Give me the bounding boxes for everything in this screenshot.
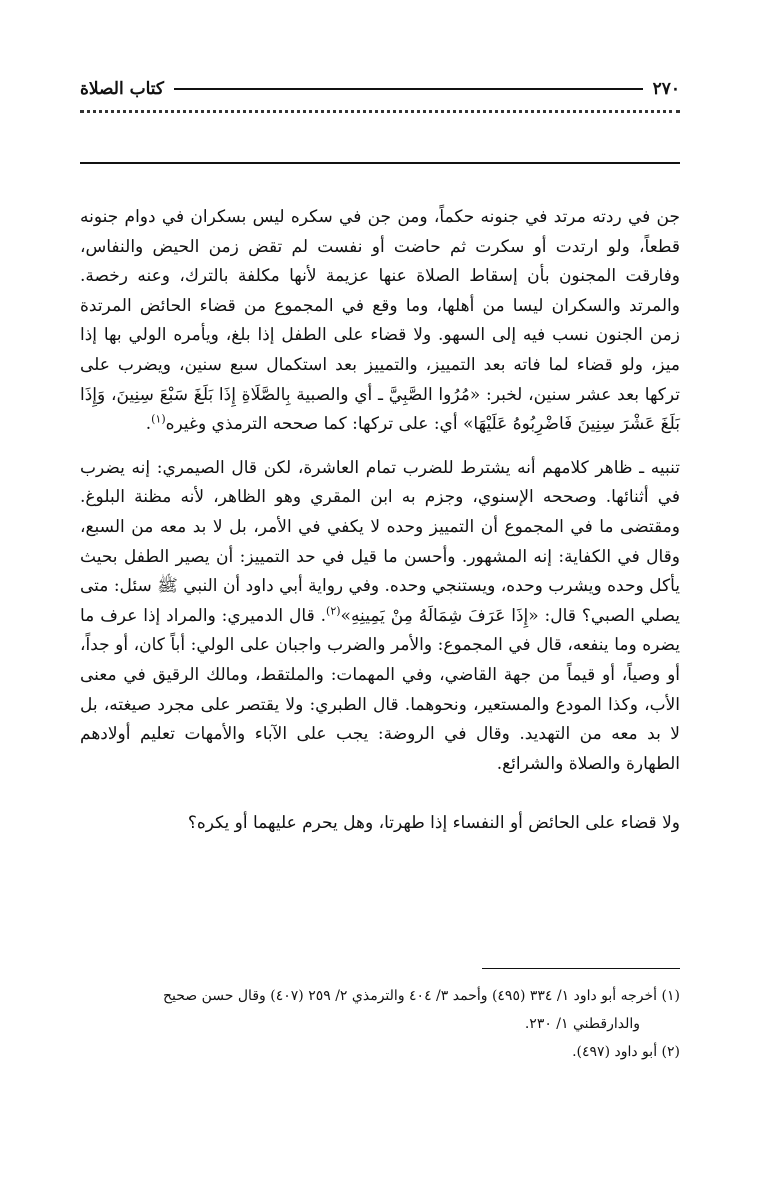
footnote-separator bbox=[482, 968, 680, 969]
footnote-ref-2[interactable]: (٢) bbox=[326, 604, 341, 618]
footnote-1-line-1: (١) أخرجه أبو داود ١/ ٣٣٤ (٤٩٥) وأحمد ٣/ ٤٠٤ والترمذي ٢/ ٢٥٩ (٤٠٧) وقال حسن صحيح bbox=[163, 988, 680, 1004]
footnote-2: (٢) أبو داود (٤٩٧). bbox=[572, 1044, 680, 1060]
chapter-title: كتاب الصلاة bbox=[80, 79, 165, 99]
paragraph-1: جن في ردته مرتد في جنونه حكماً، ومن جن في سكره ليس بسكران في دوام جنونه قطعاً، ولو ارتدت أو سكرت ثم حاضت أو نفست لم تقض زمن الحيض والنفاس، وفارقت المجنون بأن إسقاط الصلاة عنها عزيمة لأنها مكلفة بالترك، وعنه رخصة. والمرتد والسكران ليسا من أهلها، وما وقع في المجموع من قضاء الحائض المرتدة زمن الجنون نسب فيه إلى السهو. ولا قضاء على الطفل إذا بلغ، ويأمره الولي بها إذا ميز، ولو قضاء لما فاته بعد التمييز، والتمييز بعد استكمال سبع سنين، ويضرب على تركها بعد عشر سنين، لخبر: «مُرُوا الصَّبِيَّ ـ أي والصبية بِالصَّلَاةِ إِذَا بَلَغَ سَبْعَ سِنِينَ، وَإِذَا بَلَغَ عَشْرَ سِنِينَ فَاضْرِبُوهُ عَلَيْهَا» أي: على تركها: كما صححه الترمذي وغيره$^{(١)}$. bbox=[80, 207, 680, 435]
page-number: ٢٧٠ bbox=[652, 79, 680, 99]
page-header bbox=[80, 76, 680, 102]
footnote-1-line-2: والدارقطني ١/ ٢٣٠. bbox=[524, 1016, 640, 1032]
footnotes bbox=[80, 982, 680, 1066]
footnote-ref-1[interactable]: (١) bbox=[151, 412, 166, 426]
hadith-quote-1: «مُرُوا الصَّبِيَّ ـ أي والصبية بِالصَّلَاةِ إِذَا بَلَغَ سَبْعَ سِنِينَ، وَإِذَا بَلَغَ عَشْرَ سِنِينَ فَاضْرِبُوهُ عَلَيْهَا» bbox=[80, 384, 680, 435]
header-rule bbox=[174, 88, 643, 90]
paragraph-question: ولا قضاء على الحائض أو النفساء إذا طهرتا، وهل يحرم عليهما أو يكره؟ bbox=[187, 813, 680, 834]
header-separator bbox=[80, 162, 680, 164]
hadith-quote-2: «إِذَا عَرَفَ شِمَالَهُ مِنْ يَمِينِهِ» bbox=[340, 605, 539, 626]
paragraph-2: تنبيه ـ ظاهر كلامهم أنه يشترط للضرب تمام العاشرة، لكن قال الصيمري: إنه يضرب في أثنائها. وصححه الإسنوي، وجزم به ابن المقري وهو الظاهر، لأنه مظنة البلوغ. ومقتضى ما في المجموع أن التمييز وحده لا يكفي في الأمر، بل لا بد معه من السبع، وقال في الكفاية: إنه المشهور. وأحسن ما قيل في حد التمييز: أن يصير الطفل بحيث يأكل وحده ويشرب وحده، ويستنجي وحده. وفي رواية أبي داود أن النبي ﷺ سئل: متى يصلي الصبي؟ قال: «إِذَا عَرَفَ شِمَالَهُ مِنْ يَمِينِهِ»$^{(٢)}$. قال الدميري: والمراد إذا عرف ما يضره وما ينفعه، قال في المجموع: والأمر والضرب واجبان على الولي: أباً كان، أو جداً، أو وصياً، أو قيماً من جهة القاضي، وفي المهمات: والملتقط، ومالك الرقيق في معنى الأب، وكذا المودع والمستعير، ونحوهما. قال الطبري: ولا يقتصر على مجرد صيغته، بل لا بد معه من التهديد. وقال في الروضة: يجب على الآباء والأمهات تعليم أولادهم الطهارة والصلاة والشرائع. bbox=[80, 457, 681, 774]
dotted-divider bbox=[80, 110, 680, 127]
main-text bbox=[80, 203, 680, 839]
